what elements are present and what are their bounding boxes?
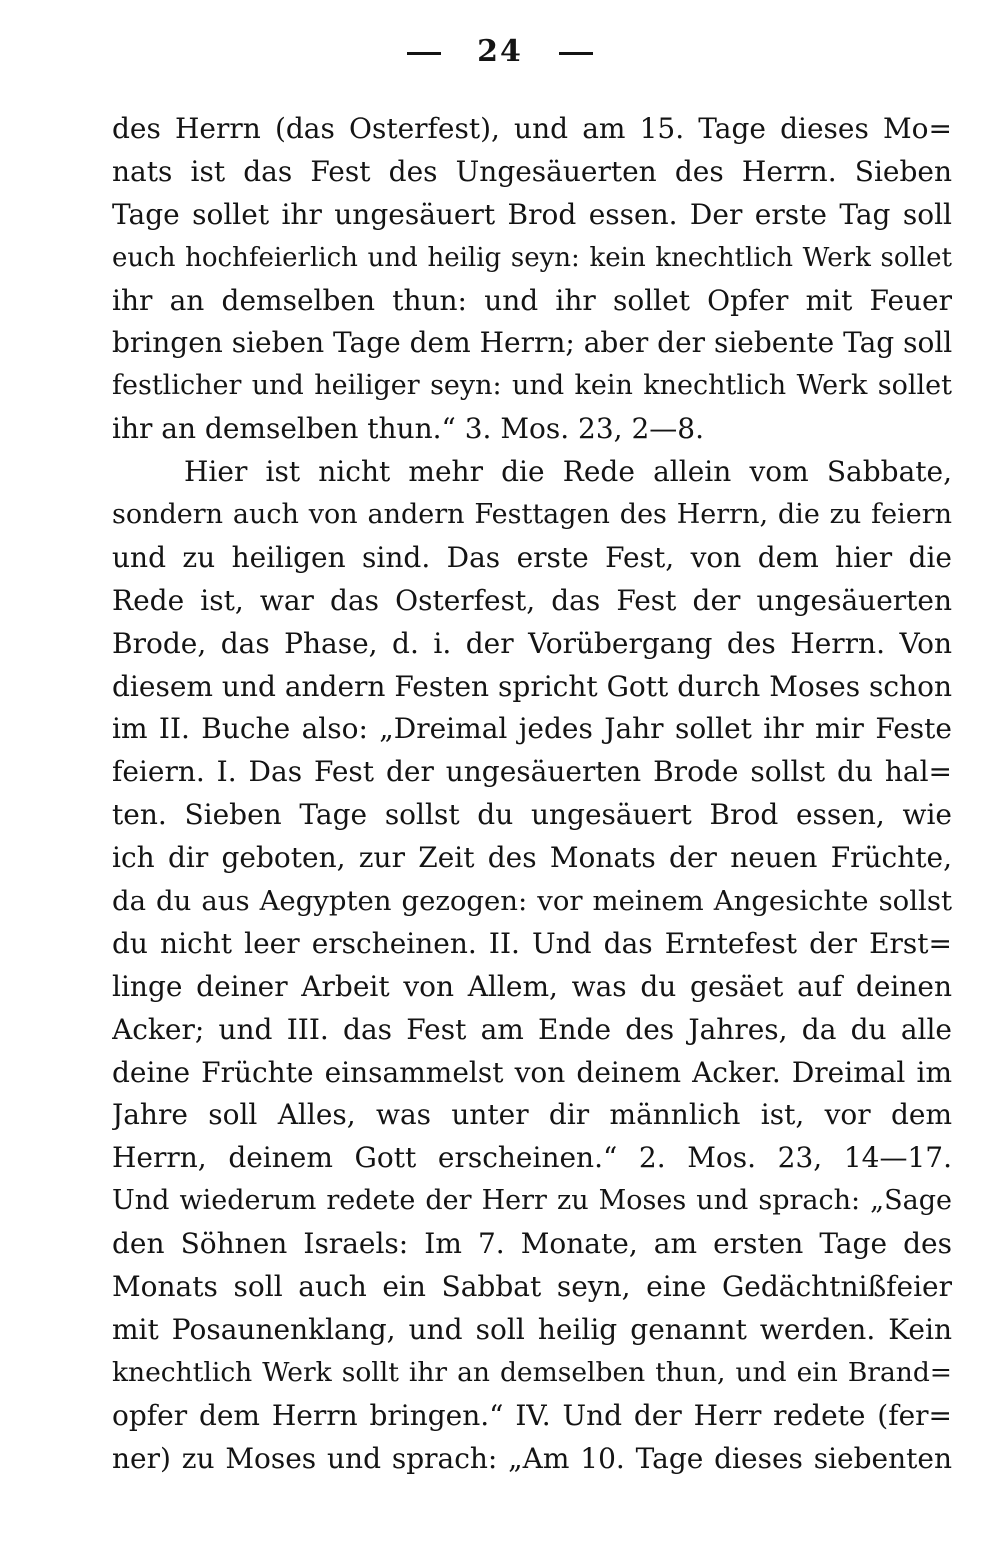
text-line-7: festlicher und heiliger seyn: und kein knechtlich Werk sollet <box>112 370 952 402</box>
text-line-31: opfer dem Herrn bringen.“ IV. Und der Herr redete (fer= <box>112 1398 952 1432</box>
page-header <box>0 34 1000 69</box>
text-line-26: Und wiederum redete der Herr zu Moses und sprach: „Sage <box>112 1185 952 1217</box>
text-line-12: Rede ist, war das Osterfest, das Fest der ungesäuerten <box>112 583 952 617</box>
page-body-text <box>112 108 952 1481</box>
text-line-2: nats ist das Fest des Ungesäuerten des Herrn. Sieben <box>112 154 952 188</box>
text-line-6: bringen sieben Tage dem Herrn; aber der siebente Tag soll <box>112 326 952 360</box>
text-line-28: Monats soll auch ein Sabbat seyn, eine Gedächtnißfeier <box>112 1270 952 1304</box>
text-line-11: und zu heiligen sind. Das erste Fest, von dem hier die <box>112 540 952 574</box>
text-line-24: Jahre soll Alles, was unter dir männlich ist, vor dem <box>112 1098 952 1132</box>
text-line-16: feiern. I. Das Fest der ungesäuerten Brode sollst du hal= <box>112 755 952 789</box>
text-line-22: Acker; und III. das Fest am Ende des Jahres, da du alle <box>112 1012 952 1046</box>
text-line-13: Brode, das Phase, d. i. der Vorübergang des Herrn. Von <box>112 626 952 660</box>
text-line-3: Tage sollet ihr ungesäuert Brod essen. Der erste Tag soll <box>112 197 952 231</box>
text-line-32: ner) zu Moses und sprach: „Am 10. Tage dieses siebenten <box>112 1441 952 1475</box>
text-line-25: Herrn, deinem Gott erscheinen.“ 2. Mos. 23, 14—17. <box>112 1141 952 1175</box>
text-line-14: diesem und andern Festen spricht Gott durch Moses schon <box>112 669 952 703</box>
text-line-8: ihr an demselben thun.“ 3. Mos. 23, 2—8. <box>112 412 705 446</box>
text-line-10: sondern auch von andern Festtagen des Herrn, die zu feiern <box>112 499 952 531</box>
text-line-21: linge deiner Arbeit von Allem, was du gesäet auf deinen <box>112 969 952 1003</box>
header-dash-left <box>407 52 441 55</box>
text-line-27: den Söhnen Israels: Im 7. Monate, am ersten Tage des <box>112 1227 952 1261</box>
text-line-1: des Herrn (das Osterfest), und am 15. Tage dieses Mo= <box>112 112 952 145</box>
header-dash-right <box>559 52 593 55</box>
text-line-18: ich dir geboten, zur Zeit des Monats der neuen Früchte, <box>112 841 952 875</box>
text-line-9: Hier ist nicht mehr die Rede allein vom Sabbate, <box>184 455 952 489</box>
text-line-4: euch hochfeierlich und heilig seyn: kein knechtlich Werk sollet <box>112 242 952 273</box>
text-line-19: da du aus Aegypten gezogen: vor meinem Angesichte sollst <box>112 885 952 918</box>
text-line-23: deine Früchte einsammelst von deinem Acker. Dreimal im <box>112 1055 952 1089</box>
text-line-29: mit Posaunenklang, und soll heilig genannt werden. Kein <box>112 1312 952 1346</box>
text-line-15: im II. Buche also: „Dreimal jedes Jahr sollet ihr mir Feste <box>112 712 952 746</box>
text-line-17: ten. Sieben Tage sollst du ungesäuert Brod essen, wie <box>112 798 952 832</box>
text-line-30: knechtlich Werk sollt ihr an demselben thun, und ein Brand= <box>112 1356 952 1388</box>
page-number: 24 <box>477 34 523 69</box>
text-line-5: ihr an demselben thun: und ihr sollet Opfer mit Feuer <box>112 283 952 317</box>
text-line-20: du nicht leer erscheinen. II. Und das Erntefest der Erst= <box>112 926 952 960</box>
